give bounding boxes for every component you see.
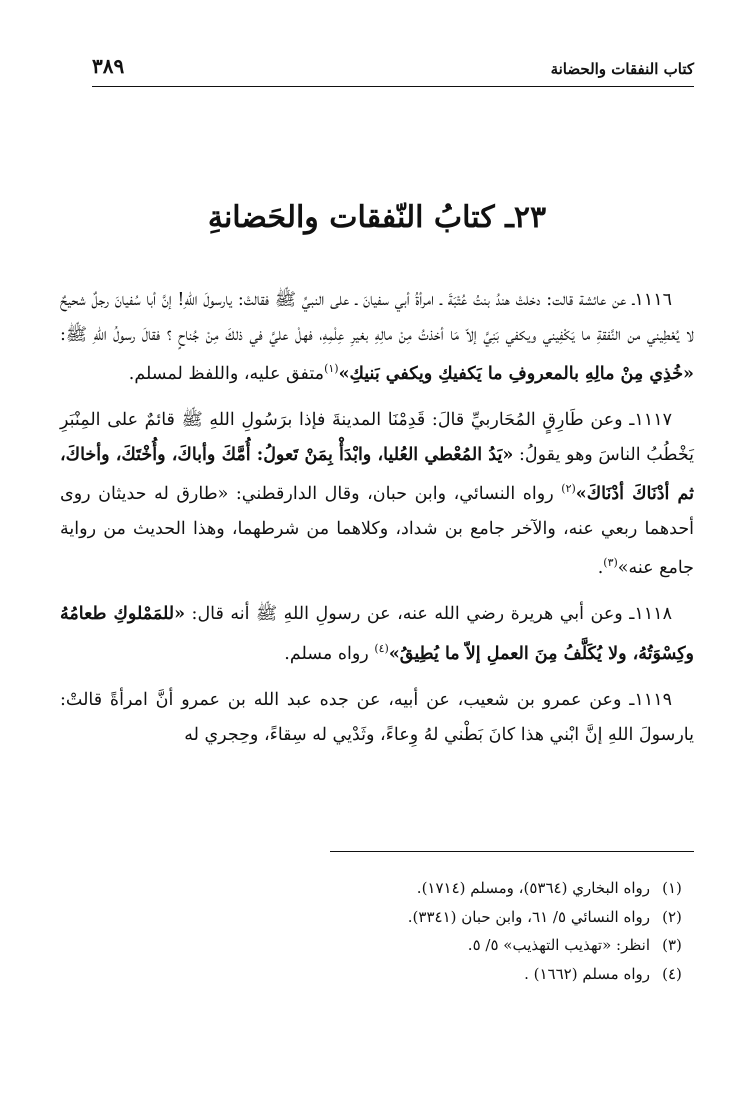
hadith-end: . bbox=[597, 557, 604, 578]
footnote-item bbox=[60, 960, 694, 989]
footnote-item bbox=[60, 931, 694, 960]
hadith-1117 bbox=[60, 403, 694, 585]
running-title: كتاب النفقات والحضانة bbox=[550, 60, 694, 78]
hadith-source: رواه مسلم. bbox=[284, 643, 369, 664]
hadith-1119 bbox=[60, 683, 694, 752]
body-text bbox=[60, 283, 694, 764]
chapter-title: ٢٣ـ كتابُ النّفقات والحَضانةِ bbox=[207, 200, 547, 235]
footnote-ref: (١) bbox=[324, 362, 339, 375]
footnote-number: (٣) bbox=[662, 936, 682, 954]
footnote-ref: (٤) bbox=[374, 641, 389, 655]
footnotes bbox=[60, 874, 694, 988]
hadith-quote: «يَدُ المُعْطي العُليا، وابْدَأْ بِمَنْ تَعولُ: أُمَّكَ وأباكَ، وأُخْتَكَ، وأخاكَ، ثم أدْنَاكَ أدْنَاكَ» bbox=[60, 444, 694, 505]
footnote-number: (٤) bbox=[662, 964, 682, 983]
hadith-text: ١١١٨ـ وعن أبي هريرة رضي الله عنه، عن رسولِ اللهِ ﷺ أنه قال: bbox=[191, 604, 672, 625]
hadith-source: متفق عليه، واللفظ لمسلم. bbox=[128, 363, 325, 384]
footnote-text: رواه النسائي ٥/ ٦١، وابن حبان (٣٣٤١). bbox=[407, 907, 650, 926]
footnote-text: انظر: «تهذيب التهذيب» ٥/ ٥. bbox=[467, 936, 650, 954]
footnote-number: (١) bbox=[662, 879, 682, 897]
hadith-source: رواه النسائي، وابن حبان، وقال الدارقطني: «طارق له حديثان روى أحدهما ربعي عنه، والآخر جامع بن شداد، وكلاهما من شرطهما، وهذا الحديث من رواية جامع عنه» bbox=[60, 484, 694, 578]
page-number: ٣٨٩ bbox=[92, 54, 125, 78]
footnote-item bbox=[60, 874, 694, 903]
hadith-1118 bbox=[60, 597, 694, 671]
hadith-text: ١١١٩ـ وعن عمرو بن شعيب، عن أبيه، عن جده عبد الله بن عمرو أنَّ امرأةً قالتْ: يارسولَ اللهِ إنَّ ابْني هذا كانَ بَطْني لهُ وِعاءً، وثَدْيي له سِقاءً، وحِجري له bbox=[60, 690, 694, 745]
footnote-number: (٢) bbox=[662, 907, 682, 926]
footnote-item bbox=[60, 903, 694, 932]
hadith-text: ١١١٦ـ عن عائشة قالت: دخلتْ هندُ بنتُ عُتْبَةَ ـ امرأةُ أبي سفيانَ ـ على النبيِّ ﷺ فقالتْ: يارسولَ اللهِ! إنَّ أبا سُفيانَ رجلٌ شحيحٌ لا يُعْطِيني من النَّفقةِ ما يَكْفِيني ويكفي بَنِيَّ إلاّ مَا أخذتُ مِنْ مالِهِ بغيرِ عِلْمِهِ، فهلْ عليَّ في ذلكَ مِنْ جُناحٍ ؟ فقالَ رسولُ اللهِ ﷺ: bbox=[60, 290, 694, 345]
footnote-text: رواه البخاري (٥٣٦٤)، ومسلم (١٧١٤). bbox=[416, 879, 650, 897]
footnote-ref: (٣) bbox=[603, 556, 618, 570]
footnote-text: رواه مسلم (١٦٦٢) . bbox=[524, 964, 650, 983]
footnote-ref: (٢) bbox=[561, 482, 576, 496]
hadith-text: ١١١٧ـ وعن طَارِقٍ المُحَاربيِّ قالَ: قَدِمْنَا المدينةَ فإذا برَسُولِ اللهِ ﷺ قائمٌ على المِنْبَرِ يَخْطُبُ الناسَ وهو يقولُ: bbox=[60, 410, 694, 465]
hadith-quote: «خُذِي مِنْ مالِهِ بالمعروفِ ما يَكفيكِ ويكفي بَنيكِ» bbox=[338, 363, 694, 384]
footnote-divider bbox=[330, 851, 694, 852]
page-header bbox=[92, 52, 694, 87]
hadith-quote: «للمَمْلوكِ طعامُهُ وكِسْوَتُهُ، ولا يُكَلَّفُ مِنَ العملِ إلاّ ما يُطِيقُ» bbox=[60, 604, 694, 664]
hadith-1116 bbox=[60, 283, 694, 391]
